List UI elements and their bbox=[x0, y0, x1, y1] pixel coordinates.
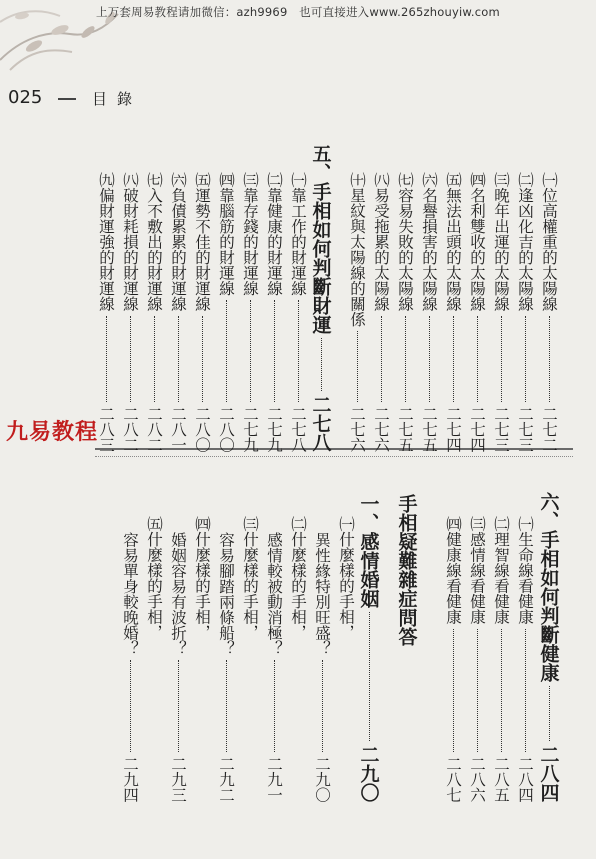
toc-leader bbox=[202, 316, 203, 402]
toc-label: ㈦入不敷出的財運線 bbox=[145, 172, 163, 312]
toc-label: 容易單身較晚婚？ bbox=[121, 532, 139, 656]
toc-label: ㈩星紋與太陽線的關係 bbox=[348, 172, 366, 327]
toc-leader bbox=[525, 629, 526, 752]
toc-entry[interactable] bbox=[514, 172, 536, 452]
toc-entry[interactable] bbox=[287, 516, 309, 696]
toc-leader bbox=[501, 629, 502, 752]
divider bbox=[58, 98, 76, 100]
page-number: 025 bbox=[8, 87, 43, 108]
toc-entry[interactable] bbox=[143, 172, 165, 452]
toc-entry[interactable] bbox=[239, 516, 261, 696]
toc-entry[interactable] bbox=[311, 532, 333, 802]
toc-entry[interactable] bbox=[394, 172, 416, 452]
toc-entry[interactable] bbox=[191, 172, 213, 452]
bleed-through-text bbox=[240, 86, 540, 102]
toc-entry[interactable] bbox=[442, 172, 464, 452]
toc-page: 二七四 bbox=[444, 405, 462, 452]
toc-label: ㈣靠腦筋的財運線 bbox=[217, 172, 235, 296]
toc-leader bbox=[178, 316, 179, 402]
toc-entry[interactable] bbox=[418, 172, 440, 452]
toc-leader bbox=[274, 660, 275, 752]
toc-entry[interactable] bbox=[143, 516, 165, 696]
toc-leader bbox=[381, 316, 382, 402]
toc-leader bbox=[357, 331, 358, 402]
toc-label: ㈠生命線看健康 bbox=[516, 516, 534, 625]
toc-page: 二八四 bbox=[537, 745, 560, 802]
toc-label: ㈣什麼樣的手相， bbox=[193, 516, 211, 640]
toc-leader bbox=[106, 316, 107, 402]
toc-leader bbox=[274, 300, 275, 402]
toc-page: 二七五 bbox=[420, 405, 438, 452]
toc-label: 一、感情婚姻 bbox=[357, 494, 380, 608]
toc-entry[interactable] bbox=[95, 172, 117, 452]
toc-heading[interactable] bbox=[358, 494, 380, 802]
toc-label: ㈡靠健康的財運線 bbox=[265, 172, 283, 296]
toc-leader bbox=[298, 300, 299, 402]
toc-page: 二八二 bbox=[121, 405, 139, 452]
toc-entry[interactable] bbox=[239, 172, 261, 452]
toc-entry[interactable] bbox=[490, 172, 512, 452]
toc-leader bbox=[453, 316, 454, 402]
toc-label: 婚姻容易有波折？ bbox=[169, 532, 187, 656]
toc-label: ㈧破財耗損的財運線 bbox=[121, 172, 139, 312]
toc-page: 二九三 bbox=[169, 755, 187, 802]
toc-label: ㈣健康線看健康 bbox=[444, 516, 462, 625]
toc-leader bbox=[477, 316, 478, 402]
toc-page: 二八六 bbox=[468, 755, 486, 802]
toc-leader bbox=[226, 300, 227, 402]
toc-entry[interactable] bbox=[215, 172, 237, 452]
toc-page: 二八四 bbox=[516, 755, 534, 802]
toc-page: 二七六 bbox=[348, 405, 366, 452]
toc-page: 二七九 bbox=[265, 405, 283, 452]
toc-page: 二七八 bbox=[289, 405, 307, 452]
toc-label: ㈠靠工作的財運線 bbox=[289, 172, 307, 296]
section-heading[interactable] bbox=[396, 494, 418, 674]
toc-page: 二九一 bbox=[265, 755, 283, 802]
section-divider-dotted bbox=[95, 456, 573, 457]
toc-leader bbox=[549, 686, 550, 741]
toc-entry[interactable] bbox=[167, 532, 189, 802]
toc-leader bbox=[322, 660, 323, 752]
toc-entry[interactable] bbox=[346, 172, 368, 452]
toc-label: 異性緣特別旺盛？ bbox=[313, 532, 331, 656]
toc-label: 五、手相如何判斷財運 bbox=[309, 144, 332, 334]
toc-page: 二八〇 bbox=[193, 405, 211, 452]
toc-label: ㈠什麼樣的手相， bbox=[337, 516, 355, 640]
promo-banner: 上万套周易教程请加微信：azh9969 也可直接进入www.265zhouyiw.com bbox=[96, 5, 500, 19]
toc-entry[interactable] bbox=[466, 516, 488, 802]
toc-leader bbox=[226, 660, 227, 752]
toc-entry[interactable] bbox=[191, 516, 213, 696]
toc-page: 二七二 bbox=[540, 405, 558, 452]
toc-entry[interactable] bbox=[442, 516, 464, 802]
toc-label: ㈨偏財運強的財運線 bbox=[97, 172, 115, 312]
toc-page: 二八三 bbox=[97, 405, 115, 452]
toc-entry[interactable] bbox=[263, 172, 285, 452]
toc-leader bbox=[250, 300, 251, 402]
toc-page: 二七六 bbox=[372, 405, 390, 452]
toc-page: 二七八 bbox=[309, 395, 332, 452]
toc-heading[interactable] bbox=[310, 144, 332, 452]
toc-entry[interactable] bbox=[119, 172, 141, 452]
toc-entry[interactable] bbox=[335, 516, 357, 696]
toc-page: 二八一 bbox=[169, 405, 187, 452]
section-title: 手相疑難雜症問答 bbox=[395, 494, 418, 646]
page-title: 目錄 bbox=[92, 90, 143, 108]
toc-entry[interactable] bbox=[287, 172, 309, 452]
toc-heading[interactable] bbox=[538, 492, 560, 802]
toc-page: 二九〇 bbox=[313, 755, 331, 802]
toc-leader bbox=[321, 338, 322, 391]
toc-label: ㈤運勢不佳的財運線 bbox=[193, 172, 211, 312]
toc-leader bbox=[130, 316, 131, 402]
toc-label: ㈥名譽損害的太陽線 bbox=[420, 172, 438, 312]
toc-page: 二七五 bbox=[396, 405, 414, 452]
toc-label: ㈢晚年出運的太陽線 bbox=[492, 172, 510, 312]
toc-page: 二八五 bbox=[492, 755, 510, 802]
toc-label: ㈥負債累累的財運線 bbox=[169, 172, 187, 312]
toc-label: 容易腳踏兩條船？ bbox=[217, 532, 235, 656]
toc-label: 感情較被動消極？ bbox=[265, 532, 283, 656]
toc-label: ㈡什麼樣的手相， bbox=[289, 516, 307, 640]
toc-page: 二八〇 bbox=[217, 405, 235, 452]
toc-entry[interactable] bbox=[263, 532, 285, 802]
toc-entry[interactable] bbox=[490, 516, 512, 802]
toc-entry[interactable] bbox=[466, 172, 488, 452]
toc-leader bbox=[405, 316, 406, 402]
toc-page: 二七三 bbox=[492, 405, 510, 452]
toc-leader bbox=[525, 316, 526, 402]
toc-entry[interactable] bbox=[370, 172, 392, 452]
watermark-stamp: 九易教程 bbox=[6, 420, 99, 445]
toc-label: ㈦容易失敗的太陽線 bbox=[396, 172, 414, 312]
toc-label: ㈣名利雙收的太陽線 bbox=[468, 172, 486, 312]
toc-leader bbox=[154, 316, 155, 402]
toc-label: 六、手相如何判斷健康 bbox=[537, 492, 560, 682]
toc-page: 二九〇 bbox=[357, 745, 380, 802]
toc-entry[interactable] bbox=[514, 516, 536, 802]
toc-entry[interactable] bbox=[538, 172, 560, 452]
toc-entry[interactable] bbox=[215, 532, 237, 802]
toc-leader bbox=[178, 660, 179, 752]
toc-page: 二八七 bbox=[444, 755, 462, 802]
toc-page: 二八二 bbox=[145, 405, 163, 452]
toc-leader bbox=[130, 660, 131, 752]
toc-label: ㈠位高權重的太陽線 bbox=[540, 172, 558, 312]
toc-leader bbox=[429, 316, 430, 402]
toc-label: ㈡逢凶化吉的太陽線 bbox=[516, 172, 534, 312]
toc-leader bbox=[369, 612, 370, 741]
toc-entry[interactable] bbox=[119, 532, 141, 802]
toc-label: ㈢靠存錢的財運線 bbox=[241, 172, 259, 296]
toc-leader bbox=[477, 629, 478, 752]
toc-label: ㈢感情線看健康 bbox=[468, 516, 486, 625]
toc-leader bbox=[549, 316, 550, 402]
toc-entry[interactable] bbox=[167, 172, 189, 452]
toc-page: 二七四 bbox=[468, 405, 486, 452]
toc-page: 二九二 bbox=[217, 755, 235, 802]
toc-leader bbox=[453, 629, 454, 752]
toc-label: ㈡理智線看健康 bbox=[492, 516, 510, 625]
toc-label: ㈤什麼樣的手相， bbox=[145, 516, 163, 640]
toc-label: ㈢什麼樣的手相， bbox=[241, 516, 259, 640]
toc-label: ㈤無法出頭的太陽線 bbox=[444, 172, 462, 312]
toc-page: 二七三 bbox=[516, 405, 534, 452]
toc-page: 二七九 bbox=[241, 405, 259, 452]
toc-leader bbox=[501, 316, 502, 402]
toc-page: 二九四 bbox=[121, 755, 139, 802]
toc-label: ㈧易受拖累的太陽線 bbox=[372, 172, 390, 312]
